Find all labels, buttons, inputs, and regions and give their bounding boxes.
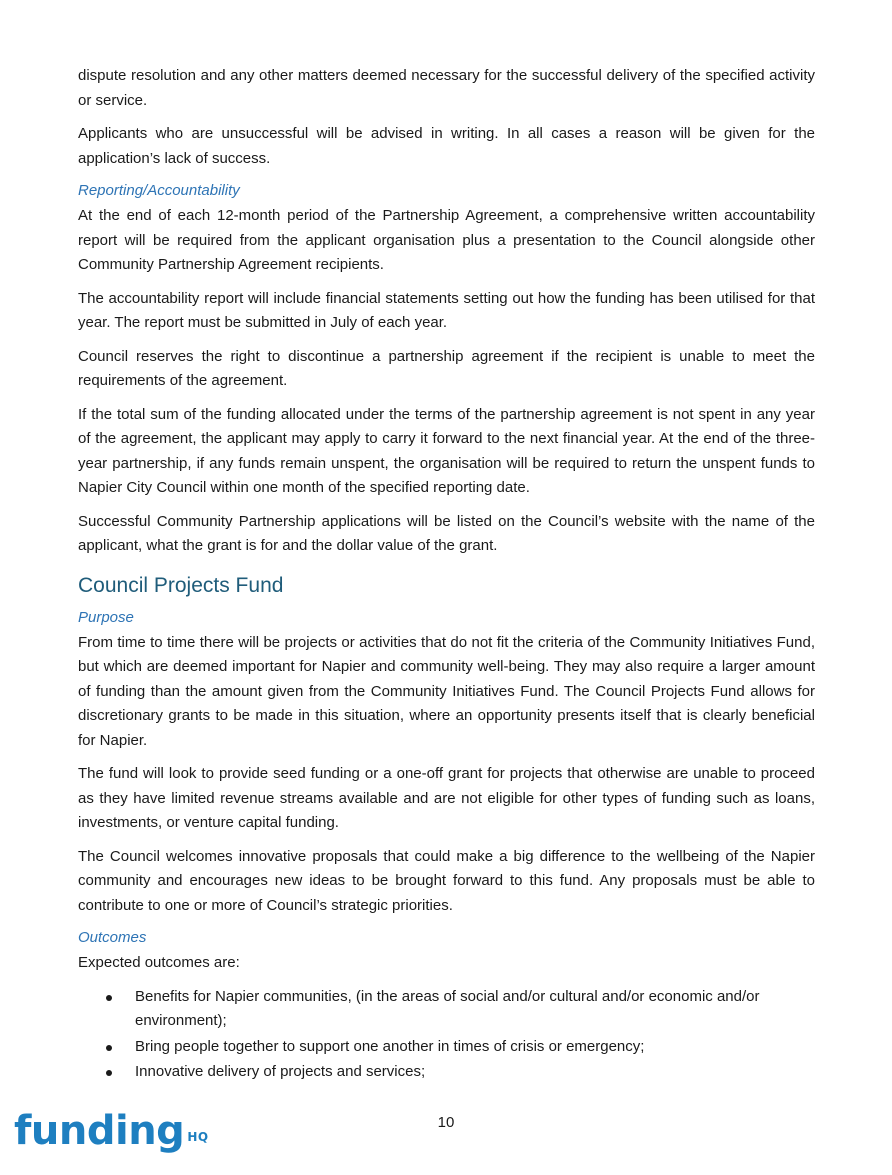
paragraph: dispute resolution and any other matters deemed necessary for the successful delivery of the specified activity or service. [78, 67, 815, 109]
subheading-purpose: Purpose [78, 608, 134, 626]
paragraph: The Council welcomes innovative proposals that could make a big difference to the wellbeing of the Napier community and encourages new ideas to be brought forward to this fund. Any proposals must be able to contribute to one or more of Council’s strategic priorities. [78, 847, 815, 914]
section-heading: Council Projects Fund [78, 573, 284, 597]
list-item-text: Innovative delivery of projects and services; [135, 1063, 426, 1080]
bullet-icon [106, 1070, 112, 1076]
logo-superscript: HQ [187, 1130, 209, 1144]
paragraph: From time to time there will be projects or activities that do not fit the criteria of the Community Initiatives Fund, but which are deemed important for Napier and community well-being. They may also require a larger amount of funding than the amount given from the Community Initiatives Fund. The Council Projects Fund allows for discretionary grants to be made in this situation, where an opportunity presents itself that is clearly beneficial for Napier. [78, 633, 815, 749]
list-item-text: Benefits for Napier communities, (in the areas of social and/or cultural and/or economic and/or environment); [135, 987, 760, 1029]
paragraph: Successful Community Partnership applications will be listed on the Council’s website with the name of the applicant, what the grant is for and the dollar value of the grant. [78, 512, 815, 554]
paragraph: Applicants who are unsuccessful will be advised in writing. In all cases a reason will be given for the application’s lack of success. [78, 125, 815, 167]
bullet-icon [106, 995, 112, 1001]
page-number: 10 [437, 1114, 455, 1131]
paragraph: The fund will look to provide seed funding or a one-off grant for projects that otherwise are unable to proceed as they have limited revenue streams available and are not eligible for other types of funding such as loans, investments, or venture capital funding. [78, 765, 815, 831]
paragraph: Expected outcomes are: [78, 954, 240, 971]
list-item [78, 1035, 815, 1060]
outcomes-list [78, 985, 815, 1085]
subheading-outcomes: Outcomes [78, 929, 147, 946]
bullet-icon [106, 1045, 112, 1051]
list-item [78, 985, 815, 1034]
paragraph: Council reserves the right to discontinue a partnership agreement if the recipient is unable to meet the requirements of the agreement. [78, 347, 815, 389]
list-item-text: Bring people together to support one another in times of crisis or emergency; [135, 1037, 645, 1055]
logo-text: funding [14, 1108, 185, 1154]
paragraph: At the end of each 12-month period of the Partnership Agreement, a comprehensive written accountability report will be required from the applicant organisation plus a presentation to the Council alongside other Community Partnership Agreement recipients. [78, 207, 815, 273]
subheading-reporting: Reporting/Accountability [78, 182, 240, 199]
document-page [78, 64, 815, 1086]
paragraph: The accountability report will include financial statements setting out how the funding has been utilised for that year. The report must be submitted in July of each year. [78, 289, 815, 331]
paragraph: If the total sum of the funding allocated under the terms of the partnership agreement is not spent in any year of the agreement, the applicant may apply to carry it forward to the next financial year. At the end of the three-year partnership, if any funds remain unspent, the organisation will be required to return the unspent funds to Napier City Council within one month of the specified reporting date. [78, 405, 815, 496]
list-item [78, 1060, 815, 1085]
